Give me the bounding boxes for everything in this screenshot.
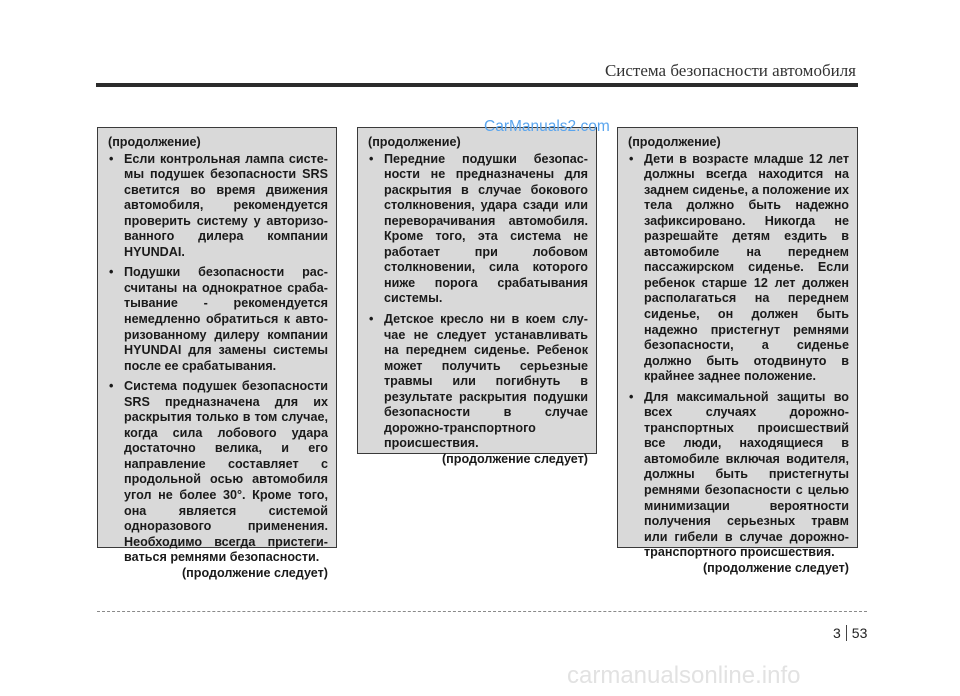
list-item-text: Система подушек безопасности SRS предназначена для их раскрытия только в том случае, когда сила лобового удара достаточно велика, и его направление составляет с продольной осью автомобиля угол не более 30°. Кроме того, она является системой одноразового применения. Необходимо всегда пристегиваться ремнями безопасности. bbox=[124, 379, 328, 565]
list-item bbox=[628, 152, 849, 385]
bullet-icon: • bbox=[369, 312, 374, 327]
header-rule bbox=[96, 83, 858, 87]
list-item-text: Для максимальной защиты во всех случаях дорожно-транспортных происшествий все люди, находящиеся в автомобиле включая водителя, должны быть пристегнуты ремнями безопасности с целью минимизации вероятности получения серьезных травм или гибели в случае дорожно-транспортного происшествия. bbox=[644, 389, 849, 560]
warning-box-3 bbox=[617, 127, 858, 575]
list-item-text: Дети в возрасте младше 12 лет должны всегда находится на заднем сиденье, а положение их тела должно быть надежно зафиксировано. Никогда не разрешайте детям ездить в автомобиле на переднем пассажирском сиденье. Если ребенок старше 12 лет должен располагаться на переднем сиденье, он должен быть надежно пристегнут ремнями безопасности, а сиденье должно быть отодвинуто в крайнее заднее положение. bbox=[644, 151, 849, 384]
bullet-list bbox=[628, 152, 849, 561]
list-item bbox=[108, 379, 328, 566]
page-number-value: 53 bbox=[851, 625, 868, 641]
bullet-icon: • bbox=[109, 151, 114, 166]
list-item-text: Подушки безопасности рассчитаны на однократное срабатывание - рекомендуется немедленно обратиться к авторизованному дилеру компании HYUNDAI для замены системы после ее срабатывания. bbox=[124, 265, 328, 373]
list-item bbox=[368, 152, 588, 307]
page-number bbox=[833, 625, 867, 641]
continued-next: (продолжение следует) bbox=[702, 560, 849, 575]
bullet-icon: • bbox=[369, 151, 374, 166]
list-item bbox=[628, 390, 849, 561]
list-item bbox=[368, 312, 588, 452]
watermark-top: CarManuals2.com bbox=[484, 118, 610, 135]
continued-label: (продолжение) bbox=[368, 135, 461, 149]
list-item bbox=[108, 265, 328, 374]
continued-label: (продолжение) bbox=[108, 135, 201, 149]
list-item bbox=[108, 152, 328, 261]
bullet-list bbox=[368, 152, 588, 452]
watermark-bottom: carmanualsonline.info bbox=[567, 662, 801, 689]
continued-label: (продолжение) bbox=[628, 135, 721, 149]
section-title: Система безопасности автомобиля bbox=[604, 61, 856, 80]
footer-rule bbox=[97, 611, 867, 612]
bullet-icon: • bbox=[629, 389, 634, 404]
list-item-text: Детское кресло ни в коем случае не следует устанавливать на переднем сиденье. Ребенок может получить серьезные травмы или погибнуть в результате раскрытия подушки безопасности в случае дорожно-транспортного происшествия. bbox=[384, 312, 588, 451]
list-item-text: Передние подушки безопасности не предназначены для раскрытия в случае бокового столкновения, удара сзади или переворачивания автомобиля. Кроме того, эта система не работает при лобовом столкновении, сила которого ниже порога срабатывания системы. bbox=[384, 151, 588, 306]
bullet-list bbox=[108, 152, 328, 566]
warning-box-1 bbox=[97, 127, 337, 580]
continued-next: (продолжение следует) bbox=[441, 451, 588, 466]
warning-box-2 bbox=[357, 127, 597, 466]
bullet-icon: • bbox=[109, 379, 114, 394]
bullet-icon: • bbox=[109, 265, 114, 280]
list-item-text: Если контрольная лампа системы подушек безопасности SRS светится во время движения автомобиля, рекомендуется проверить систему у авторизованного дилера компании HYUNDAI. bbox=[124, 151, 328, 259]
chapter-number: 3 bbox=[833, 625, 847, 641]
bullet-icon: • bbox=[629, 151, 634, 166]
continued-next: (продолжение следует) bbox=[181, 565, 328, 580]
